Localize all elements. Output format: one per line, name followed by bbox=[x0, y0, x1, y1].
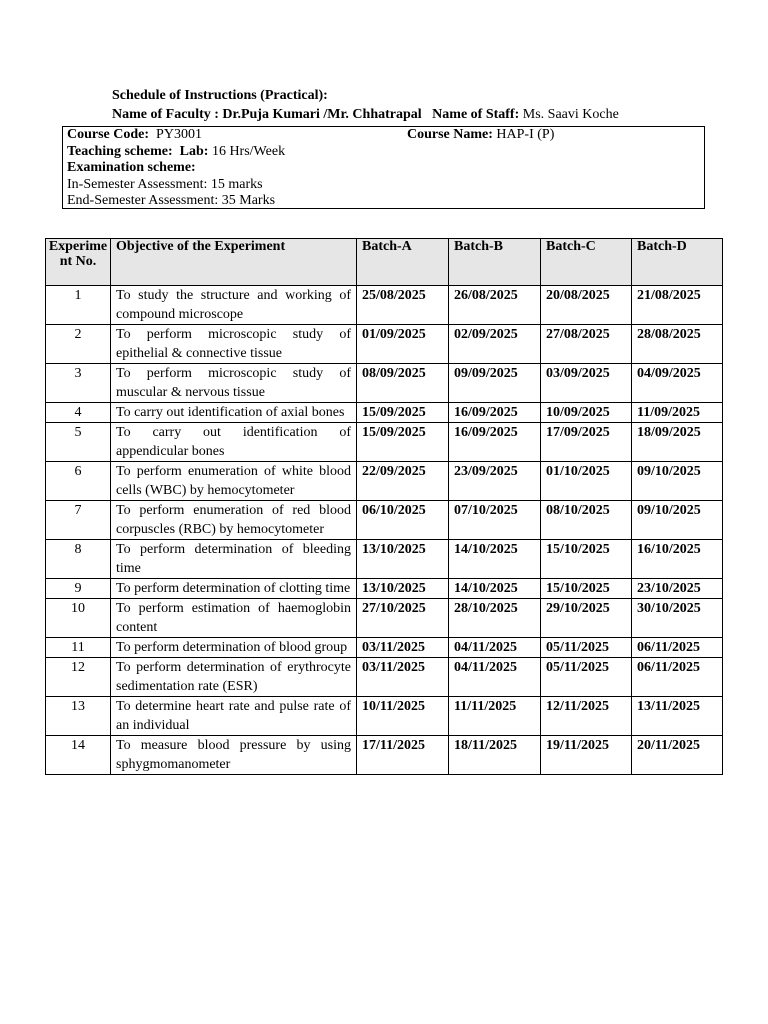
table-row bbox=[46, 697, 723, 736]
column-header-experiment-no: Experiment No. bbox=[46, 239, 111, 286]
experiment-number-cell: 14 bbox=[46, 736, 111, 775]
batch-b-date-cell: 16/09/2025 bbox=[449, 403, 541, 423]
schedule-title: Schedule of Instructions (Practical): bbox=[112, 88, 328, 103]
batch-a-date-cell: 10/11/2025 bbox=[357, 697, 449, 736]
teaching-scheme-row bbox=[67, 144, 700, 161]
batch-d-date-cell: 30/10/2025 bbox=[632, 599, 723, 638]
column-header-objective: Objective of the Experiment bbox=[111, 239, 357, 286]
experiment-number-cell: 9 bbox=[46, 579, 111, 599]
batch-a-date-cell: 13/10/2025 bbox=[357, 540, 449, 579]
column-header-batch-b: Batch-B bbox=[449, 239, 541, 286]
batch-c-date-cell: 27/08/2025 bbox=[541, 325, 632, 364]
batch-a-date-cell: 06/10/2025 bbox=[357, 501, 449, 540]
batch-b-date-cell: 18/11/2025 bbox=[449, 736, 541, 775]
objective-cell: To perform determination of blood group bbox=[111, 638, 357, 658]
table-row bbox=[46, 736, 723, 775]
objective-cell: To perform microscopic study of epithelial & connective tissue bbox=[111, 325, 357, 364]
batch-b-date-cell: 04/11/2025 bbox=[449, 638, 541, 658]
schedule-table bbox=[45, 238, 723, 775]
table-row bbox=[46, 501, 723, 540]
objective-cell: To perform determination of erythrocyte sedimentation rate (ESR) bbox=[111, 658, 357, 697]
batch-c-date-cell: 19/11/2025 bbox=[541, 736, 632, 775]
batch-b-date-cell: 09/09/2025 bbox=[449, 364, 541, 403]
staff-name: Ms. Saavi Koche bbox=[519, 107, 619, 122]
batch-a-date-cell: 01/09/2025 bbox=[357, 325, 449, 364]
batch-c-date-cell: 10/09/2025 bbox=[541, 403, 632, 423]
table-row bbox=[46, 364, 723, 403]
course-name-label: Course Name: bbox=[407, 127, 493, 142]
course-code-row bbox=[67, 127, 700, 144]
teaching-scheme-value: 16 Hrs/Week bbox=[208, 143, 286, 159]
objective-cell: To carry out identification of axial bones bbox=[111, 403, 357, 423]
table-row bbox=[46, 423, 723, 462]
course-name bbox=[407, 127, 554, 144]
experiment-number-cell: 8 bbox=[46, 540, 111, 579]
table-row bbox=[46, 599, 723, 638]
batch-a-date-cell: 13/10/2025 bbox=[357, 579, 449, 599]
batch-a-date-cell: 15/09/2025 bbox=[357, 423, 449, 462]
batch-d-date-cell: 04/09/2025 bbox=[632, 364, 723, 403]
objective-cell: To perform enumeration of white blood cells (WBC) by hemocytometer bbox=[111, 462, 357, 501]
batch-b-date-cell: 02/09/2025 bbox=[449, 325, 541, 364]
batch-b-date-cell: 04/11/2025 bbox=[449, 658, 541, 697]
batch-c-date-cell: 05/11/2025 bbox=[541, 638, 632, 658]
batch-d-date-cell: 21/08/2025 bbox=[632, 286, 723, 325]
objective-cell: To determine heart rate and pulse rate of an individual bbox=[111, 697, 357, 736]
teaching-scheme-label: Teaching scheme: Lab: bbox=[67, 143, 209, 159]
batch-c-date-cell: 12/11/2025 bbox=[541, 697, 632, 736]
batch-c-date-cell: 15/10/2025 bbox=[541, 579, 632, 599]
table-row bbox=[46, 638, 723, 658]
column-header-batch-d: Batch-D bbox=[632, 239, 723, 286]
experiment-number-cell: 10 bbox=[46, 599, 111, 638]
table-header-row bbox=[46, 239, 723, 286]
batch-b-date-cell: 23/09/2025 bbox=[449, 462, 541, 501]
batch-b-date-cell: 14/10/2025 bbox=[449, 579, 541, 599]
experiment-number-cell: 11 bbox=[46, 638, 111, 658]
objective-cell: To carry out identification of appendicular bones bbox=[111, 423, 357, 462]
objective-cell: To perform enumeration of red blood corpuscles (RBC) by hemocytometer bbox=[111, 501, 357, 540]
batch-a-date-cell: 22/09/2025 bbox=[357, 462, 449, 501]
objective-cell: To perform determination of bleeding time bbox=[111, 540, 357, 579]
batch-c-date-cell: 15/10/2025 bbox=[541, 540, 632, 579]
faculty-names: Dr.Puja Kumari /Mr. Chhatrapal bbox=[222, 107, 422, 122]
in-semester-assessment: In-Semester Assessment: 15 marks bbox=[67, 176, 263, 192]
batch-b-date-cell: 11/11/2025 bbox=[449, 697, 541, 736]
experiment-number-cell: 12 bbox=[46, 658, 111, 697]
objective-cell: To perform determination of clotting time bbox=[111, 579, 357, 599]
column-header-batch-c: Batch-C bbox=[541, 239, 632, 286]
experiment-number-cell: 7 bbox=[46, 501, 111, 540]
batch-d-date-cell: 11/09/2025 bbox=[632, 403, 723, 423]
batch-c-date-cell: 29/10/2025 bbox=[541, 599, 632, 638]
batch-d-date-cell: 09/10/2025 bbox=[632, 501, 723, 540]
batch-d-date-cell: 18/09/2025 bbox=[632, 423, 723, 462]
batch-a-date-cell: 15/09/2025 bbox=[357, 403, 449, 423]
objective-cell: To perform estimation of haemoglobin content bbox=[111, 599, 357, 638]
batch-d-date-cell: 13/11/2025 bbox=[632, 697, 723, 736]
faculty-label: Name of Faculty : bbox=[112, 107, 223, 122]
batch-a-date-cell: 27/10/2025 bbox=[357, 599, 449, 638]
experiment-number-cell: 6 bbox=[46, 462, 111, 501]
table-body bbox=[46, 286, 723, 775]
experiment-number-cell: 3 bbox=[46, 364, 111, 403]
objective-cell: To measure blood pressure by using sphygmomanometer bbox=[111, 736, 357, 775]
course-info-box bbox=[62, 126, 705, 209]
batch-d-date-cell: 23/10/2025 bbox=[632, 579, 723, 599]
table-row bbox=[46, 286, 723, 325]
batch-d-date-cell: 06/11/2025 bbox=[632, 638, 723, 658]
table-row bbox=[46, 403, 723, 423]
objective-cell: To perform microscopic study of muscular & nervous tissue bbox=[111, 364, 357, 403]
experiment-number-cell: 1 bbox=[46, 286, 111, 325]
examination-scheme-label: Examination scheme: bbox=[67, 160, 196, 175]
experiment-number-cell: 13 bbox=[46, 697, 111, 736]
table-row bbox=[46, 462, 723, 501]
staff-label: Name of Staff: bbox=[432, 107, 520, 122]
experiment-number-cell: 2 bbox=[46, 325, 111, 364]
batch-a-date-cell: 03/11/2025 bbox=[357, 638, 449, 658]
batch-d-date-cell: 16/10/2025 bbox=[632, 540, 723, 579]
batch-b-date-cell: 07/10/2025 bbox=[449, 501, 541, 540]
batch-a-date-cell: 25/08/2025 bbox=[357, 286, 449, 325]
batch-a-date-cell: 03/11/2025 bbox=[357, 658, 449, 697]
batch-c-date-cell: 20/08/2025 bbox=[541, 286, 632, 325]
batch-b-date-cell: 14/10/2025 bbox=[449, 540, 541, 579]
column-header-batch-a: Batch-A bbox=[357, 239, 449, 286]
table-row bbox=[46, 579, 723, 599]
course-name-value: HAP-I (P) bbox=[492, 127, 555, 142]
batch-c-date-cell: 03/09/2025 bbox=[541, 364, 632, 403]
batch-d-date-cell: 09/10/2025 bbox=[632, 462, 723, 501]
course-code-label: Course Code: bbox=[67, 127, 150, 142]
batch-c-date-cell: 17/09/2025 bbox=[541, 423, 632, 462]
objective-cell: To study the structure and working of compound microscope bbox=[111, 286, 357, 325]
batch-c-date-cell: 05/11/2025 bbox=[541, 658, 632, 697]
experiment-number-cell: 5 bbox=[46, 423, 111, 462]
course-code-value: PY3001 bbox=[149, 127, 202, 142]
table-row bbox=[46, 658, 723, 697]
experiment-number-cell: 4 bbox=[46, 403, 111, 423]
batch-c-date-cell: 08/10/2025 bbox=[541, 501, 632, 540]
table-row bbox=[46, 325, 723, 364]
batch-b-date-cell: 28/10/2025 bbox=[449, 599, 541, 638]
end-semester-assessment: End-Semester Assessment: 35 Marks bbox=[67, 193, 276, 208]
batch-d-date-cell: 06/11/2025 bbox=[632, 658, 723, 697]
batch-b-date-cell: 26/08/2025 bbox=[449, 286, 541, 325]
batch-b-date-cell: 16/09/2025 bbox=[449, 423, 541, 462]
batch-a-date-cell: 08/09/2025 bbox=[357, 364, 449, 403]
batch-d-date-cell: 28/08/2025 bbox=[632, 325, 723, 364]
batch-a-date-cell: 17/11/2025 bbox=[357, 736, 449, 775]
faculty-staff-line bbox=[112, 107, 619, 123]
batch-d-date-cell: 20/11/2025 bbox=[632, 736, 723, 775]
table-row bbox=[46, 540, 723, 579]
batch-c-date-cell: 01/10/2025 bbox=[541, 462, 632, 501]
